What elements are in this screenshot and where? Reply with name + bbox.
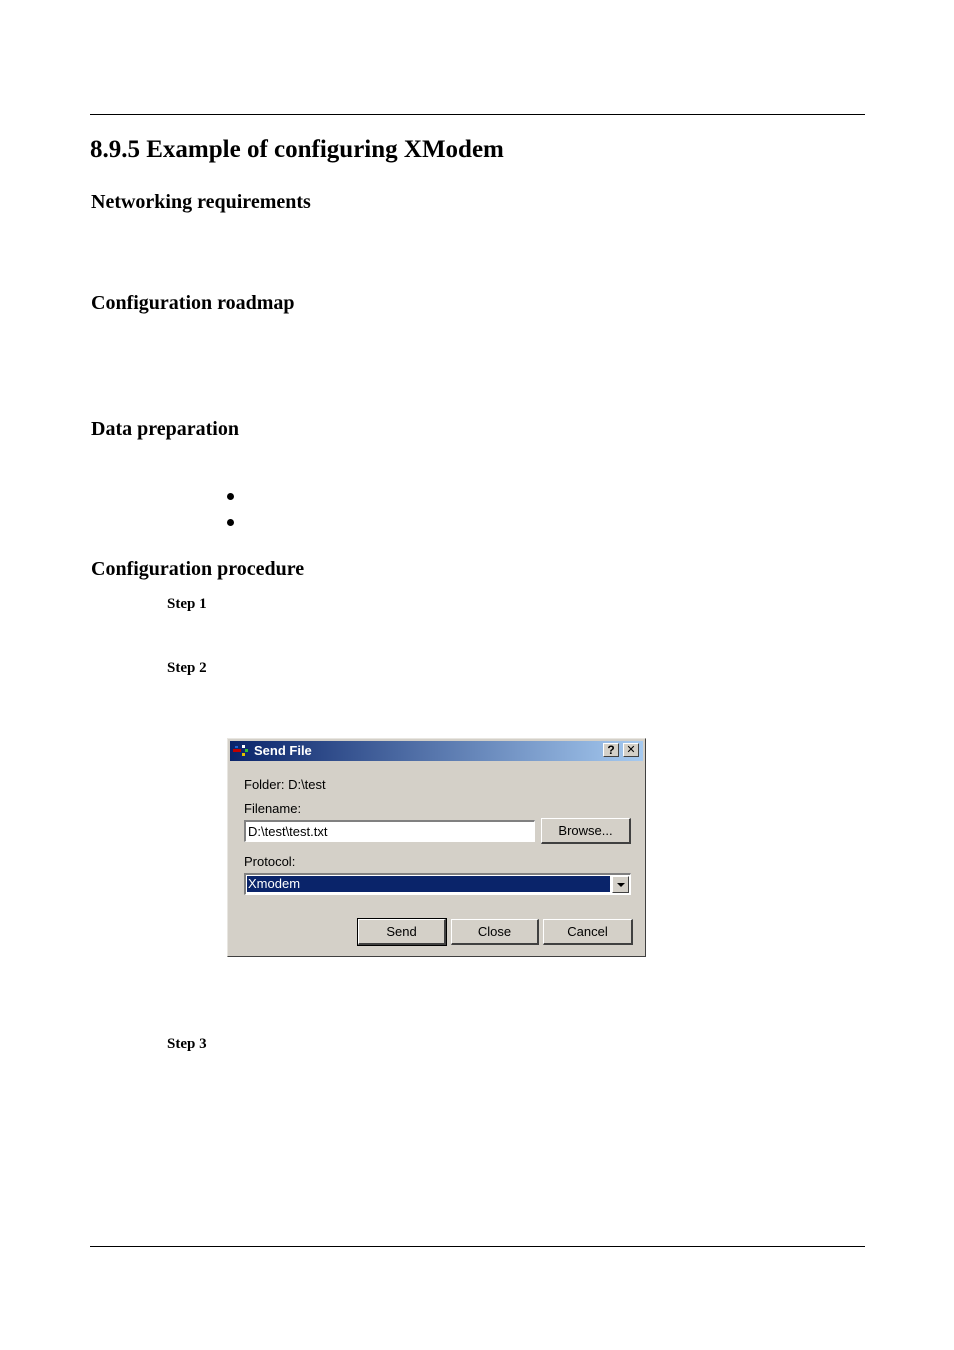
close-icon[interactable]: ✕ (623, 743, 639, 757)
protocol-select[interactable] (244, 873, 631, 895)
send-file-dialog (227, 738, 646, 957)
send-button[interactable]: Send (358, 919, 446, 945)
folder-label: Folder: D:\test (244, 777, 326, 792)
heading-networking-requirements: Networking requirements (91, 191, 311, 213)
header-rule (90, 114, 865, 115)
terminal-app-icon (233, 744, 249, 758)
protocol-selected-value: Xmodem (247, 876, 610, 892)
chevron-down-icon[interactable] (612, 876, 629, 893)
cancel-button[interactable]: Cancel (543, 919, 633, 945)
step-3-label: Step 3 (167, 1036, 207, 1052)
filename-input[interactable]: D:\test\test.txt (244, 820, 535, 842)
dialog-title: Send File (254, 743, 312, 758)
bullet-item (227, 519, 234, 526)
section-title: 8.9.5 Example of configuring XModem (90, 136, 504, 163)
heading-data-preparation: Data preparation (91, 418, 239, 440)
dialog-titlebar[interactable] (230, 741, 643, 761)
footer-rule (90, 1246, 865, 1247)
heading-configuration-roadmap: Configuration roadmap (91, 292, 295, 314)
protocol-label: Protocol: (244, 854, 296, 869)
heading-configuration-procedure: Configuration procedure (91, 558, 305, 580)
help-button[interactable]: ? (603, 743, 619, 757)
close-button[interactable]: Close (451, 919, 539, 945)
step-1-label: Step 1 (167, 596, 207, 612)
bullet-item (227, 493, 234, 500)
browse-button[interactable]: Browse... (541, 818, 631, 844)
filename-label: Filename: (244, 801, 302, 816)
step-2-label: Step 2 (167, 660, 207, 676)
